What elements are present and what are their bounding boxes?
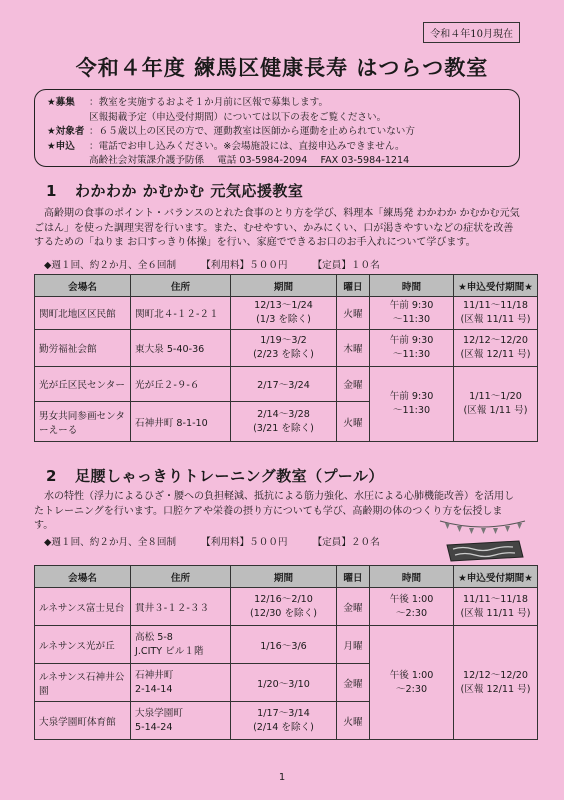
address-cell: 高松 5-8 J.CITY ビル１階: [131, 626, 231, 664]
contact-org: 高齢社会対策課介護予防係: [89, 155, 205, 166]
col-period: 期間: [231, 275, 337, 297]
address-cell: 関町北４-１２-２１: [131, 297, 231, 330]
period-cell: 12/16～2/10 (12/30 を除く): [231, 588, 337, 626]
time-cell: 午前 9:30 ～11:30: [370, 330, 454, 367]
section2-schedule: ◆週１回、約２か月、全８回制: [44, 537, 177, 548]
venue-cell: ルネサンス光が丘: [35, 626, 131, 664]
date-label: 令和４年10月現在: [423, 22, 520, 43]
section2-number: 2: [46, 467, 57, 485]
table-row: [35, 330, 538, 367]
table-row: [35, 626, 538, 664]
apply-key: ★申込: [47, 140, 75, 152]
col-day: 曜日: [337, 275, 370, 297]
table-header-row: [35, 566, 538, 588]
address-cell: 大泉学園町 5-14-24: [131, 702, 231, 740]
recruit-row: [47, 96, 509, 111]
venue-cell: ルネサンス富士見台: [35, 588, 131, 626]
col-venue: 会場名: [35, 275, 131, 297]
section2-title: [46, 465, 384, 486]
section2-conditions: [44, 534, 402, 548]
apply-cell: 11/11～11/18 (区報 11/11 号): [454, 297, 538, 330]
day-cell: 火曜: [337, 402, 370, 442]
time-cell: 午後 1:00 ～2:30: [370, 588, 454, 626]
col-time: 時間: [370, 566, 454, 588]
period-cell: 1/20～3/10: [231, 664, 337, 702]
apply-text: ：電話でお申し込みください。※会場施設には、直接申込みできません。: [89, 140, 405, 152]
col-address: 住所: [131, 566, 231, 588]
apply-cell: 11/11～11/18 (区報 11/11 号): [454, 588, 538, 626]
time-cell: 午前 9:30 ～11:30: [370, 367, 454, 442]
period-cell: 12/13～1/24 (1/3 を除く): [231, 297, 337, 330]
apply-cell: 12/12～12/20 (区報 12/11 号): [454, 330, 538, 367]
section1-capacity: 【定員】１０名: [312, 260, 380, 271]
address-cell: 石神井町 8-1-10: [131, 402, 231, 442]
swimming-pool-illustration: [435, 515, 530, 563]
col-apply: ★申込受付期間★: [454, 566, 538, 588]
venue-cell: ルネサンス石神井公園: [35, 664, 131, 702]
day-cell: 木曜: [337, 330, 370, 367]
section1-number: 1: [46, 182, 57, 200]
day-cell: 金曜: [337, 367, 370, 402]
period-cell: 2/14～3/28 (3/21 を除く): [231, 402, 337, 442]
apply-cell: 1/11～1/20 (区報 1/11 号): [454, 367, 538, 442]
section2-fee: 【利用料】５００円: [201, 537, 288, 548]
info-box: [34, 89, 520, 167]
col-address: 住所: [131, 275, 231, 297]
contact-tel: 電話 03-5984-2094: [217, 155, 308, 166]
section1-title-text: わかわか かむかむ 元気応援教室: [74, 182, 304, 200]
venue-cell: 大泉学園町体育館: [35, 702, 131, 740]
address-cell: 貫井３-１２-３３: [131, 588, 231, 626]
period-cell: 1/19～3/2 (2/23 を除く): [231, 330, 337, 367]
address-cell: 石神井町 2-14-14: [131, 664, 231, 702]
page-number: 1: [278, 772, 286, 783]
day-cell: 金曜: [337, 588, 370, 626]
period-cell: 1/16～3/6: [231, 626, 337, 664]
table-header-row: [35, 275, 538, 297]
table-row: [35, 297, 538, 330]
venue-cell: 勤労福祉会館: [35, 330, 131, 367]
contact-row: [47, 154, 509, 169]
col-venue: 会場名: [35, 566, 131, 588]
table-row: [35, 588, 538, 626]
section2-capacity: 【定員】２０名: [312, 537, 380, 548]
venue-cell: 男女共同参画センターえーる: [35, 402, 131, 442]
col-day: 曜日: [337, 566, 370, 588]
target-row: [47, 125, 509, 140]
venue-cell: 関町北地区区民館: [35, 297, 131, 330]
recruit-text: ：教室を実施するおよそ１か月前に区報で募集します。: [89, 97, 329, 108]
section1-table: [34, 274, 538, 442]
contact-fax: FAX 03-5984-1214: [320, 155, 410, 166]
col-period: 期間: [231, 566, 337, 588]
day-cell: 火曜: [337, 297, 370, 330]
target-key: ★対象者: [47, 126, 85, 137]
section1-description: 高齢期の食事のポイント・バランスのとれた食事のとり方を学び、料理本「練馬発 わかわか かむかむ元気ごはん」を使った調理実習を行います。また、むせやすい、かみにくい、口が渇きやすいなどの症状を改善するための「ねりま お口すっきり体操」を行い、家庭でできるお口のお手入れについて学びます。: [34, 208, 520, 248]
section2-description: 水の特性（浮力によるひざ・腰への負担軽減、抵抗による筋力強化、水圧による心肺機能改善）を活用したトレーニングを行います。口腔ケアや栄養の摂り方についても学び、高齢期の体のつくり方を伝授します。: [34, 491, 514, 531]
apply-row: [47, 140, 509, 155]
section1-fee: 【利用料】５００円: [201, 260, 288, 271]
target-text: ：６５歳以上の区民の方で、運動教室は医師から運動を止められていない方: [89, 126, 415, 137]
table-row: [35, 367, 538, 402]
day-cell: 金曜: [337, 664, 370, 702]
col-time: 時間: [370, 275, 454, 297]
section2-table: [34, 565, 538, 740]
section1-title: [46, 180, 303, 201]
address-cell: 東大泉 5-40-36: [131, 330, 231, 367]
section2-title-text: 足腰しゃっきりトレーニング教室（プール）: [74, 467, 384, 485]
page-title: 令和４年度 練馬区健康長寿 はつらつ教室: [75, 56, 489, 80]
address-cell: 光が丘２-９-６: [131, 367, 231, 402]
recruit-text2: 区報掲載予定（申込受付期間）については以下の表をご覧ください。: [89, 111, 387, 123]
apply-cell: 12/12～12/20 (区報 12/11 号): [454, 626, 538, 740]
section1-conditions: [44, 257, 402, 271]
period-cell: 2/17～3/24: [231, 367, 337, 402]
venue-cell: 光が丘区民センター: [35, 367, 131, 402]
day-cell: 月曜: [337, 626, 370, 664]
recruit-key: ★募集: [47, 97, 75, 108]
col-apply: ★申込受付期間★: [454, 275, 538, 297]
period-cell: 1/17～3/14 (2/14 を除く): [231, 702, 337, 740]
section1-schedule: ◆週１回、約２か月、全６回制: [44, 260, 177, 271]
time-cell: 午後 1:00 ～2:30: [370, 626, 454, 740]
day-cell: 火曜: [337, 702, 370, 740]
time-cell: 午前 9:30 ～11:30: [370, 297, 454, 330]
